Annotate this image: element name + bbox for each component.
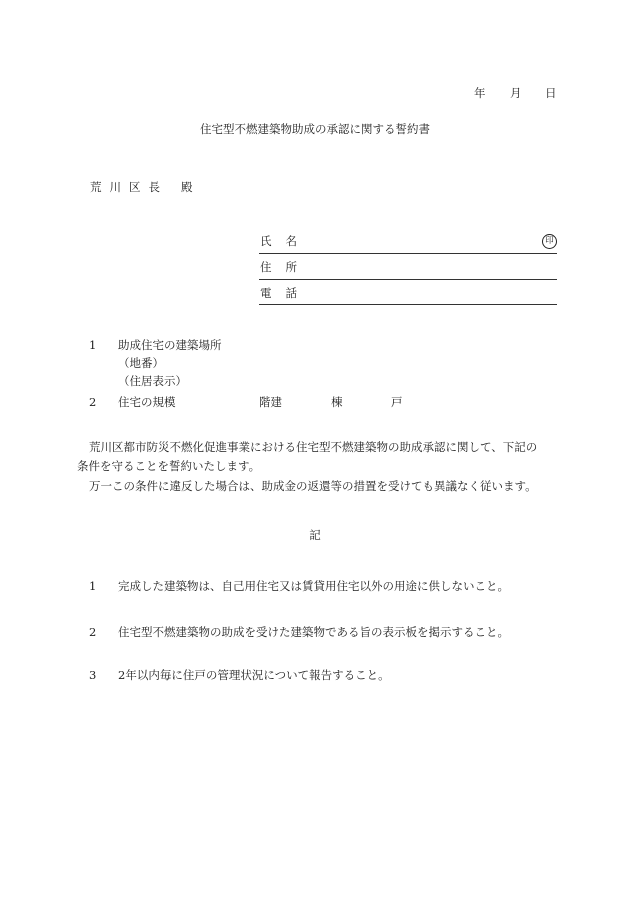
condition-1-number: 1	[89, 579, 97, 593]
seal-mark: 印	[542, 234, 557, 249]
date-year-label: 年	[474, 86, 486, 100]
item-2-number: 2	[89, 395, 97, 409]
ki-heading: 記	[309, 528, 321, 542]
item-2-units-unit: 戸	[391, 395, 403, 409]
condition-3-number: 3	[89, 668, 97, 682]
name-line	[259, 253, 557, 254]
item-2-buildings-unit: 棟	[331, 395, 343, 409]
item-1-number: 1	[89, 338, 97, 352]
body-paragraph-1-line-2: 条件を守ることを誓約いたします。	[77, 459, 261, 473]
condition-2-text: 住宅型不燃建築物の助成を受けた建築物である旨の表示板を掲示すること。	[118, 625, 509, 639]
addressee-honorific: 殿	[181, 180, 193, 194]
document-title: 住宅型不燃建築物助成の承認に関する誓約書	[200, 122, 430, 136]
item-1-label: 助成住宅の建築場所	[118, 338, 222, 352]
item-1-sub-address: （住居表示）	[118, 374, 187, 388]
item-1-sub-lot: （地番）	[118, 356, 164, 370]
phone-line	[259, 304, 557, 305]
item-2-floors-unit: 階建	[259, 395, 282, 409]
condition-2-number: 2	[89, 625, 97, 639]
date-month-label: 月	[510, 86, 522, 100]
condition-3-text: 2年以内毎に住戸の管理状況について報告すること。	[118, 668, 390, 682]
addressee-name: 荒川区長	[90, 180, 168, 194]
address-line	[259, 279, 557, 280]
item-2-label: 住宅の規模	[118, 395, 176, 409]
name-label: 氏名	[260, 234, 311, 248]
date-day-label: 日	[545, 86, 557, 100]
phone-label: 電話	[260, 286, 311, 300]
condition-1-text: 完成した建築物は、自己用住宅又は賃貸用住宅以外の用途に供しないこと。	[118, 579, 509, 593]
body-paragraph-2: 万一この条件に違反した場合は、助成金の返還等の措置を受けても異議なく従います。	[89, 479, 537, 493]
address-label: 住所	[260, 260, 311, 274]
body-paragraph-1-line-1: 荒川区都市防災不燃化促進事業における住宅型不燃建築物の助成承認に関して、下記の	[89, 440, 538, 454]
